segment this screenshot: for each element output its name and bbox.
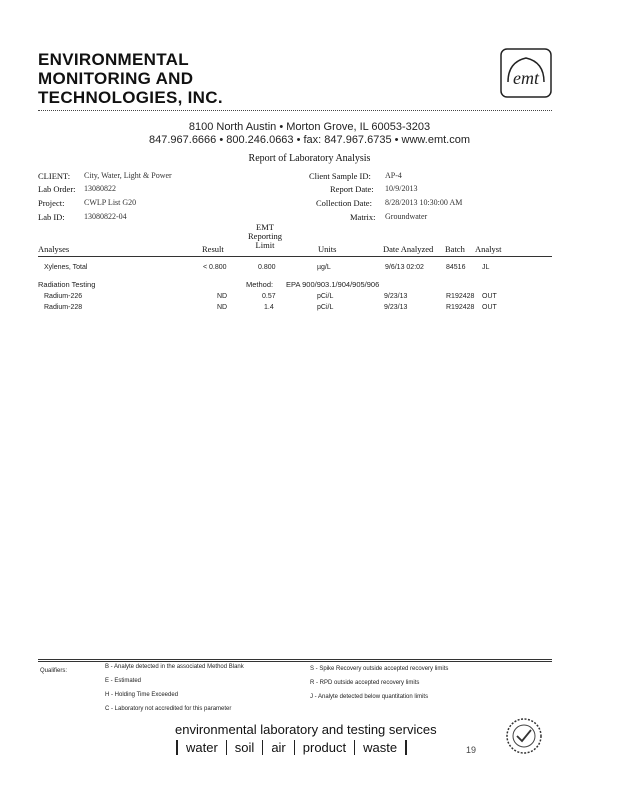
- address-phones: 847.967.6666 • 800.246.0663 • fax: 847.967.6735 • www.emt.com: [149, 134, 470, 146]
- row-result: < 0.800: [203, 264, 227, 271]
- rad-row-result: 0.57: [262, 293, 276, 300]
- header-batch: Batch: [445, 244, 465, 254]
- rad-row-analyst: OUT: [482, 293, 497, 300]
- project-value: CWLP List G20: [84, 198, 137, 207]
- lab-order-label: Lab Order:: [38, 184, 76, 194]
- qualifier-item: S - Spike Recovery outside accepted recovery limits: [310, 666, 449, 672]
- report-title: Report of Laboratory Analysis: [248, 153, 371, 164]
- header-date-analyzed: Date Analyzed: [383, 244, 434, 254]
- service-air: air: [262, 740, 293, 755]
- collection-date-value: 8/28/2013 10:30:00 AM: [385, 198, 463, 207]
- lab-order-value: 13080822: [84, 184, 116, 193]
- rad-row-analyte: Radium-228: [44, 304, 83, 311]
- row-analyte: Xylenes, Total: [44, 264, 88, 271]
- rad-row-date: 9/23/13: [384, 304, 408, 311]
- client-label: CLIENT:: [38, 171, 71, 181]
- company-name-line1: ENVIRONMENTAL: [38, 50, 189, 69]
- qualifier-item: C - Laboratory not accredited for this parameter: [105, 706, 232, 712]
- qualifier-item: B - Analyte detected in the associated Method Blank: [105, 664, 244, 670]
- company-name: [38, 50, 223, 107]
- service-waste: waste: [354, 740, 407, 755]
- emt-reporting-limit-header: [245, 223, 285, 250]
- service-soil: soil: [226, 740, 263, 755]
- header-units: Units: [318, 244, 337, 254]
- qualifier-item: E - Estimated: [105, 678, 142, 684]
- row-date: 9/6/13 02:02: [385, 264, 424, 271]
- header-limit: Limit: [255, 240, 275, 250]
- report-date-value: 10/9/2013: [385, 184, 418, 193]
- accreditation-seal-icon: [502, 716, 546, 756]
- row-limit: 0.800: [258, 264, 276, 271]
- service-water: water: [176, 740, 226, 755]
- table-header-rule: [38, 256, 552, 257]
- rad-row-batch: R192428: [446, 304, 475, 311]
- address-street: 8100 North Austin • Morton Grove, IL 60053-3203: [188, 121, 431, 133]
- matrix-value: Groundwater: [385, 212, 428, 221]
- rad-row-result: 1.4: [264, 304, 274, 311]
- rad-row-analyst: OUT: [482, 304, 497, 311]
- header-result: Result: [202, 244, 224, 254]
- qualifier-item: H - Holding Time Exceeded: [105, 692, 179, 698]
- lab-id-value: 13080822-04: [84, 212, 127, 221]
- rad-row-units: pCi/L: [317, 293, 334, 300]
- row-analyst: JL: [482, 264, 490, 271]
- row-units: µg/L: [317, 264, 331, 271]
- qualifier-item: J - Analyte detected below quantitation limits: [310, 694, 429, 700]
- header-rule: [38, 110, 552, 111]
- rad-row-qual: ND: [217, 304, 228, 311]
- sample-id-label: Client Sample ID:: [309, 171, 371, 181]
- rad-row-batch: R192428: [446, 293, 475, 300]
- page-number: 19: [466, 745, 477, 755]
- company-name-line3: TECHNOLOGIES, INC.: [38, 88, 223, 107]
- method-value: EPA 900/903.1/904/905/906: [286, 280, 380, 289]
- client-value: City, Water, Light & Power: [84, 171, 172, 180]
- footer-services: [176, 740, 407, 755]
- sample-id-value: AP-4: [385, 171, 402, 180]
- rad-row-qual: ND: [217, 293, 228, 300]
- project-label: Project:: [38, 198, 65, 208]
- company-name-line2: MONITORING AND: [38, 69, 194, 88]
- header-reporting: Reporting: [248, 231, 282, 241]
- header-emt: EMT: [256, 222, 274, 232]
- matrix-label: Matrix:: [350, 212, 376, 222]
- rad-row-analyte: Radium-226: [44, 293, 83, 300]
- row-batch: 84516: [446, 264, 466, 271]
- section-name: Radiation Testing: [38, 280, 96, 289]
- service-product: product: [294, 740, 354, 755]
- report-date-label: Report Date:: [330, 184, 374, 194]
- emt-logo-icon: [500, 48, 552, 98]
- header-analyses: Analyses: [38, 244, 70, 254]
- lab-id-label: Lab ID:: [38, 212, 65, 222]
- rad-row-units: pCi/L: [317, 304, 334, 311]
- collection-date-label: Collection Date:: [316, 198, 372, 208]
- qualifiers-top-rule: [38, 659, 552, 662]
- rad-row-date: 9/23/13: [384, 293, 408, 300]
- qualifiers-label: Qualifiers:: [40, 668, 68, 674]
- logo-text: emt: [513, 68, 539, 88]
- header-analyst: Analyst: [475, 244, 502, 254]
- footer-tagline: environmental laboratory and testing services: [175, 722, 437, 737]
- qualifier-item: R - RPD outside accepted recovery limits: [310, 680, 420, 686]
- method-label: Method:: [246, 280, 274, 289]
